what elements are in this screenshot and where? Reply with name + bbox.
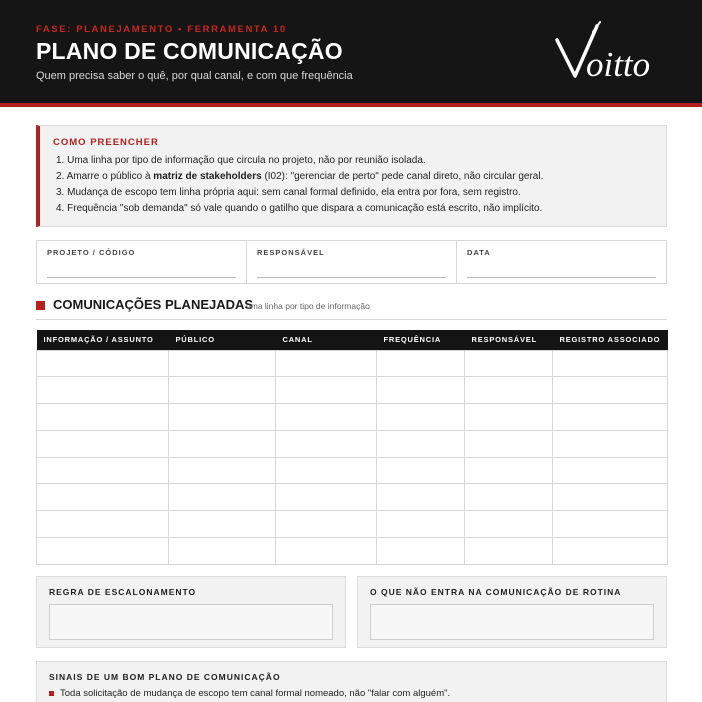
table-cell[interactable]: [37, 537, 169, 564]
section-marker: [36, 301, 45, 310]
item-text: Frequência "sob demanda" só vale quando o gatilho que dispara a comunicação está escrito, não implícito.: [67, 203, 543, 214]
table-cell[interactable]: [276, 511, 377, 538]
how-to-item-1: [56, 153, 543, 169]
table-row: [37, 511, 668, 538]
table-row: [37, 350, 668, 377]
table-cell[interactable]: [37, 404, 169, 431]
field-label: DATA: [467, 248, 491, 257]
item-text-post: (I02): "gerenciar de perto" pede canal direto, não circular geral.: [261, 171, 544, 182]
good-plan-signs-panel: [36, 661, 667, 702]
table-cell[interactable]: [169, 484, 276, 511]
section-divider: [36, 319, 667, 320]
how-to-item-3: [56, 185, 543, 201]
item-number: 2.: [56, 171, 65, 182]
header-accent-line: [0, 103, 702, 107]
column-header: PÚBLICO: [169, 330, 276, 350]
table-cell[interactable]: [37, 377, 169, 404]
section-subtitle: uma linha por tipo de informação: [246, 301, 370, 311]
how-to-title: COMO PREENCHER: [53, 137, 159, 148]
table-cell[interactable]: [377, 377, 465, 404]
column-header: INFORMAÇÃO / ASSUNTO: [37, 330, 169, 350]
table-cell[interactable]: [465, 457, 553, 484]
table-cell[interactable]: [276, 377, 377, 404]
table-cell[interactable]: [169, 430, 276, 457]
table-row: [37, 404, 668, 431]
table-cell[interactable]: [276, 404, 377, 431]
field-underline: [467, 277, 656, 278]
table-row: [37, 484, 668, 511]
column-header: FREQUÊNCIA: [377, 330, 465, 350]
table-cell[interactable]: [276, 537, 377, 564]
table-row: [37, 537, 668, 564]
column-header: REGISTRO ASSOCIADO: [553, 330, 668, 350]
field-label: RESPONSÁVEL: [257, 248, 325, 257]
table-cell[interactable]: [553, 377, 668, 404]
section-title: COMUNICAÇÕES PLANEJADAS: [53, 297, 254, 312]
phase-label: FASE: PLANEJAMENTO • FERRAMENTA 10: [36, 24, 287, 35]
table-body: [37, 350, 668, 564]
page-subtitle: Quem precisa saber o quê, por qual canal, e com que frequência: [36, 70, 353, 82]
signs-item-text: Toda solicitação de mudança de escopo tem canal formal nomeado, não "falar com alguém".: [60, 688, 451, 699]
item-text-pre: Amarre o público à: [66, 171, 154, 182]
table-cell[interactable]: [276, 430, 377, 457]
item-text-bold: matriz de stakeholders: [153, 171, 262, 182]
excluded-label: O QUE NÃO ENTRA NA COMUNICAÇÃO DE ROTINA: [370, 587, 622, 597]
field-underline: [257, 277, 446, 278]
table-cell[interactable]: [276, 350, 377, 377]
signs-title: SINAIS DE UM BOM PLANO DE COMUNICAÇÃO: [49, 672, 281, 682]
item-text: Uma linha por tipo de informação que circula no projeto, não por reunião isolada.: [67, 155, 426, 166]
date-field[interactable]: [457, 241, 666, 283]
table-cell[interactable]: [37, 511, 169, 538]
table-cell[interactable]: [465, 484, 553, 511]
table-cell[interactable]: [276, 457, 377, 484]
column-header: CANAL: [276, 330, 377, 350]
table-cell[interactable]: [37, 457, 169, 484]
table-cell[interactable]: [169, 404, 276, 431]
table-cell[interactable]: [553, 350, 668, 377]
table-cell[interactable]: [169, 511, 276, 538]
how-to-item-2: [56, 169, 543, 185]
excluded-input[interactable]: [370, 604, 654, 640]
table-cell[interactable]: [553, 430, 668, 457]
item-number: 4.: [56, 203, 65, 214]
table-cell[interactable]: [465, 537, 553, 564]
table-cell[interactable]: [377, 537, 465, 564]
svg-text:oitto: oitto: [586, 45, 651, 84]
column-header: RESPONSÁVEL: [465, 330, 553, 350]
item-text: Mudança de escopo tem linha própria aqui: sem canal formal definido, ela entra por fora, sem registro.: [67, 187, 521, 198]
escalation-rule-box: [36, 576, 346, 648]
escalation-input[interactable]: [49, 604, 333, 640]
table-cell[interactable]: [377, 511, 465, 538]
project-code-field[interactable]: [37, 241, 247, 283]
table-header-row: [37, 330, 668, 350]
table-row: [37, 377, 668, 404]
responsible-field[interactable]: [247, 241, 457, 283]
table-cell[interactable]: [37, 430, 169, 457]
item-number: 3.: [56, 187, 65, 198]
field-label: PROJETO / CÓDIGO: [47, 248, 136, 257]
table-cell[interactable]: [169, 350, 276, 377]
table-cell[interactable]: [169, 537, 276, 564]
table-cell[interactable]: [465, 430, 553, 457]
table-cell[interactable]: [465, 404, 553, 431]
communications-table: [36, 330, 668, 565]
table-cell[interactable]: [37, 350, 169, 377]
how-to-item-4: [56, 201, 543, 217]
page-title: PLANO DE COMUNICAÇÃO: [36, 38, 343, 64]
table-cell[interactable]: [377, 484, 465, 511]
field-underline: [47, 277, 236, 278]
how-to-list: [56, 153, 543, 217]
bullet-square: [49, 691, 54, 696]
voitto-logo: [553, 18, 673, 84]
table-cell[interactable]: [37, 484, 169, 511]
table-cell[interactable]: [553, 484, 668, 511]
table-cell[interactable]: [465, 377, 553, 404]
table-cell[interactable]: [465, 511, 553, 538]
how-to-fill-panel: [36, 125, 667, 227]
table-cell[interactable]: [553, 404, 668, 431]
table-cell[interactable]: [377, 430, 465, 457]
table-cell[interactable]: [276, 484, 377, 511]
table-cell[interactable]: [553, 457, 668, 484]
table-cell[interactable]: [169, 377, 276, 404]
table-cell[interactable]: [553, 537, 668, 564]
table-cell[interactable]: [553, 511, 668, 538]
table-row: [37, 430, 668, 457]
excluded-box: [357, 576, 667, 648]
table-cell[interactable]: [377, 350, 465, 377]
signs-item: [49, 688, 450, 699]
escalation-label: REGRA DE ESCALONAMENTO: [49, 587, 197, 597]
project-info-fields: [36, 240, 667, 284]
table-cell[interactable]: [377, 404, 465, 431]
table-cell[interactable]: [465, 350, 553, 377]
table-cell[interactable]: [377, 457, 465, 484]
item-number: 1.: [56, 155, 65, 166]
table-cell[interactable]: [169, 457, 276, 484]
table-row: [37, 457, 668, 484]
